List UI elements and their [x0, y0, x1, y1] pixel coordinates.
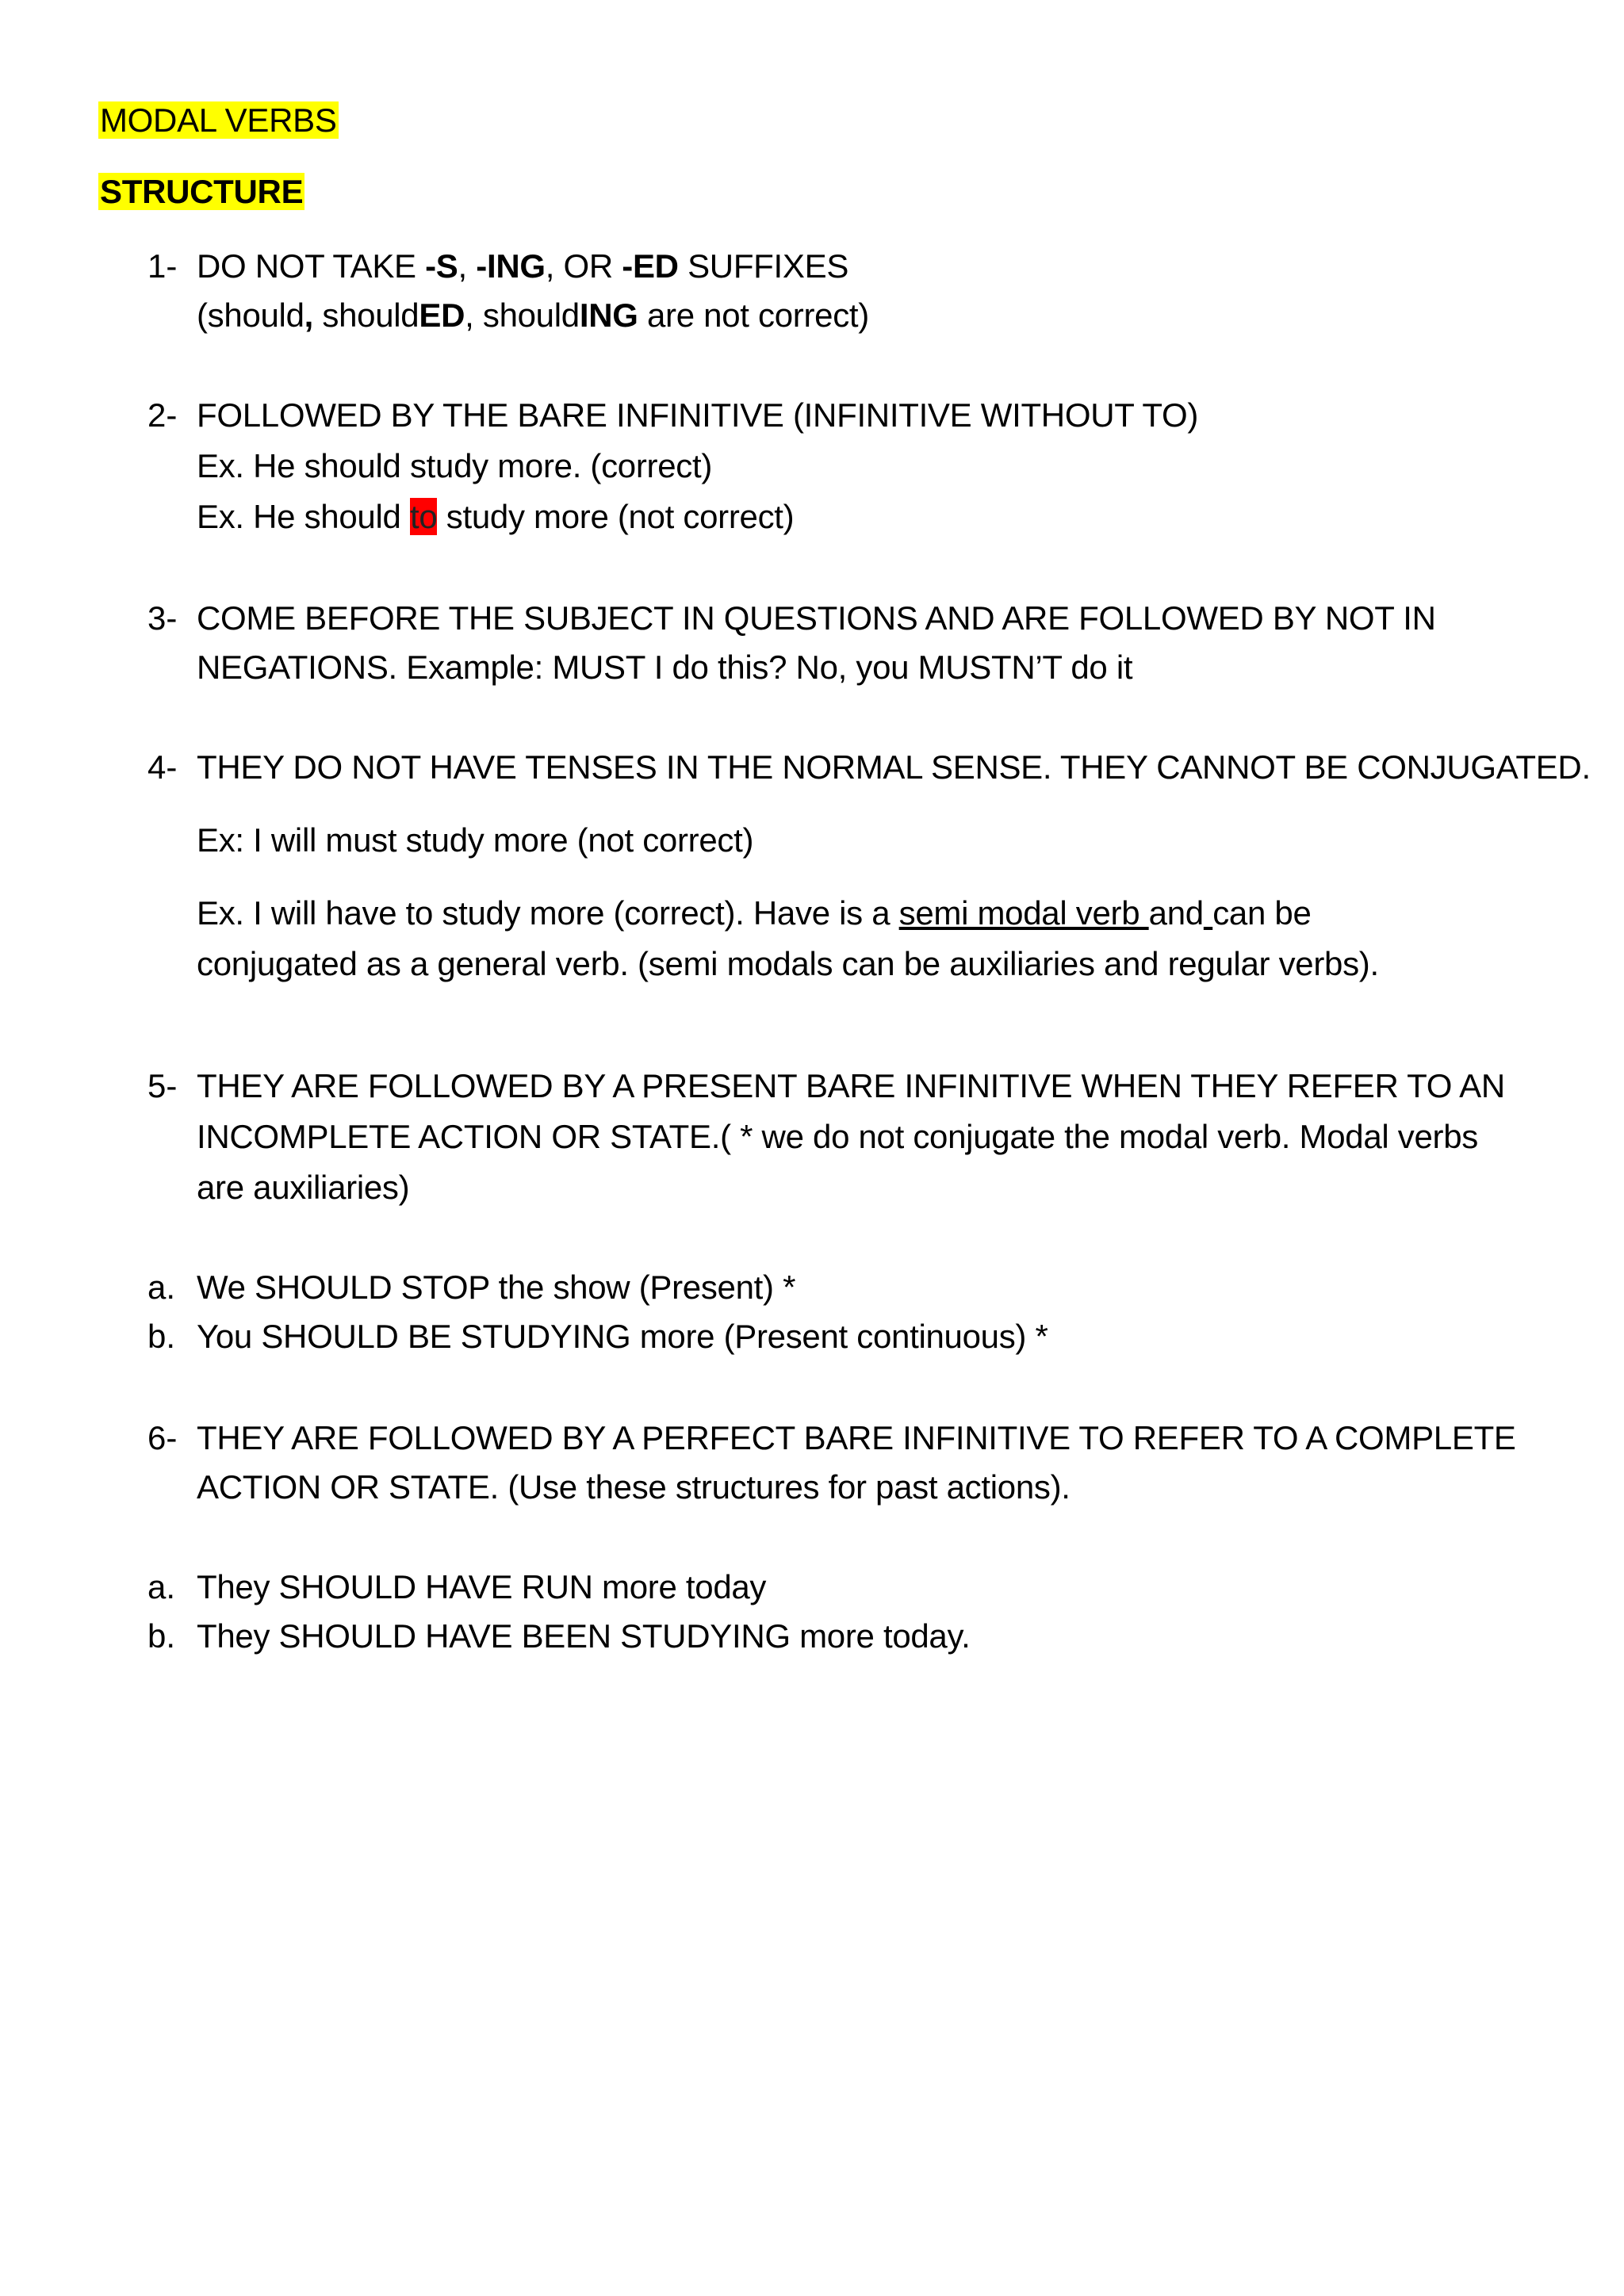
item-4-l3-b: and: [1148, 894, 1204, 932]
item-2-l3-b: study more (not correct): [437, 498, 795, 535]
item-4-line-2: Ex: I will must study more (not correct): [197, 821, 754, 859]
item-1-l2-ing: ING: [579, 297, 638, 334]
doc-title-text: MODAL VERBS: [100, 101, 337, 139]
item-1-l2-comma: ,: [304, 297, 314, 334]
item-6-sub-b-label: b.: [147, 1617, 176, 1655]
item-1-text-a: DO NOT TAKE: [197, 247, 426, 285]
item-1-text-end: SUFFIXES: [678, 247, 849, 285]
item-1-l2-ed: ED: [419, 297, 465, 334]
doc-title: [98, 100, 339, 141]
item-3-line-2: NEGATIONS. Example: MUST I do this? No, you MUSTN’T do it: [197, 649, 1133, 686]
doc-subtitle: [98, 171, 304, 212]
item-2-line-1: FOLLOWED BY THE BARE INFINITIVE (INFINITIVE WITHOUT TO): [197, 396, 1199, 434]
item-1-sep-2: , OR: [545, 247, 622, 285]
item-5-number: 5-: [147, 1067, 178, 1104]
item-1-suffix-s: -S: [425, 247, 458, 285]
item-6-number: 6-: [147, 1419, 178, 1456]
item-1-line-1: [197, 246, 848, 287]
item-6-sub-a-label: a.: [147, 1568, 176, 1605]
item-6-sub-a: They SHOULD HAVE RUN more today: [197, 1568, 767, 1605]
item-6-line-2: ACTION OR STATE. (Use these structures for past actions).: [197, 1468, 1071, 1506]
item-1-line-2: [197, 295, 869, 336]
item-1-suffix-ed: -ED: [622, 247, 679, 285]
item-4-number: 4-: [147, 748, 178, 786]
item-1-l2-b: should: [313, 297, 419, 334]
item-5-line-1: THEY ARE FOLLOWED BY A PRESENT BARE INFINITIVE WHEN THEY REFER TO AN: [197, 1067, 1505, 1104]
item-1-number: 1-: [147, 247, 178, 285]
item-5-sub-a: We SHOULD STOP the show (Present) *: [197, 1269, 796, 1306]
item-5-sub-a-label: a.: [147, 1269, 176, 1306]
item-1-l2-a: (should: [197, 297, 304, 334]
item-6-sub-b: They SHOULD HAVE BEEN STUDYING more today.: [197, 1617, 971, 1655]
item-1-l2-end: are not correct): [638, 297, 869, 334]
item-2-number: 2-: [147, 396, 178, 434]
item-5-line-3: are auxiliaries): [197, 1169, 410, 1206]
item-5-sub-b-label: b.: [147, 1318, 176, 1355]
item-4-l3-underline-space: [1204, 894, 1212, 932]
doc-subtitle-text: STRUCTURE: [100, 173, 304, 210]
item-1-l2-c: , should: [465, 297, 580, 334]
item-5-sub-b: You SHOULD BE STUDYING more (Present continuous) *: [197, 1318, 1048, 1355]
item-3-number: 3-: [147, 599, 178, 637]
item-2-line-2: Ex. He should study more. (correct): [197, 447, 713, 484]
item-5-line-2: INCOMPLETE ACTION OR STATE.( * we do not conjugate the modal verb. Modal verbs: [197, 1118, 1478, 1155]
item-2-l3-a: Ex. He should: [197, 498, 410, 535]
item-4-l3-a: Ex. I will have to study more (correct). Have is a: [197, 894, 899, 932]
item-2-highlight-to: to: [409, 498, 438, 535]
item-4-line-4: conjugated as a general verb. (semi modals can be auxiliaries and regular verbs).: [197, 945, 1379, 982]
item-1-suffix-ing: -ING: [476, 247, 546, 285]
item-3-line-1: COME BEFORE THE SUBJECT IN QUESTIONS AND ARE FOLLOWED BY NOT IN: [197, 599, 1436, 637]
item-4-line-3: [197, 893, 1312, 934]
item-4-semi-modal-underlined: semi modal verb: [898, 894, 1149, 932]
item-1-sep-1: ,: [458, 247, 477, 285]
item-6-line-1: THEY ARE FOLLOWED BY A PERFECT BARE INFINITIVE TO REFER TO A COMPLETE: [197, 1419, 1516, 1456]
item-2-line-3: [197, 496, 794, 538]
item-4-l3-c: can be: [1212, 894, 1312, 932]
item-4-line-1: THEY DO NOT HAVE TENSES IN THE NORMAL SENSE. THEY CANNOT BE CONJUGATED.: [197, 748, 1591, 786]
